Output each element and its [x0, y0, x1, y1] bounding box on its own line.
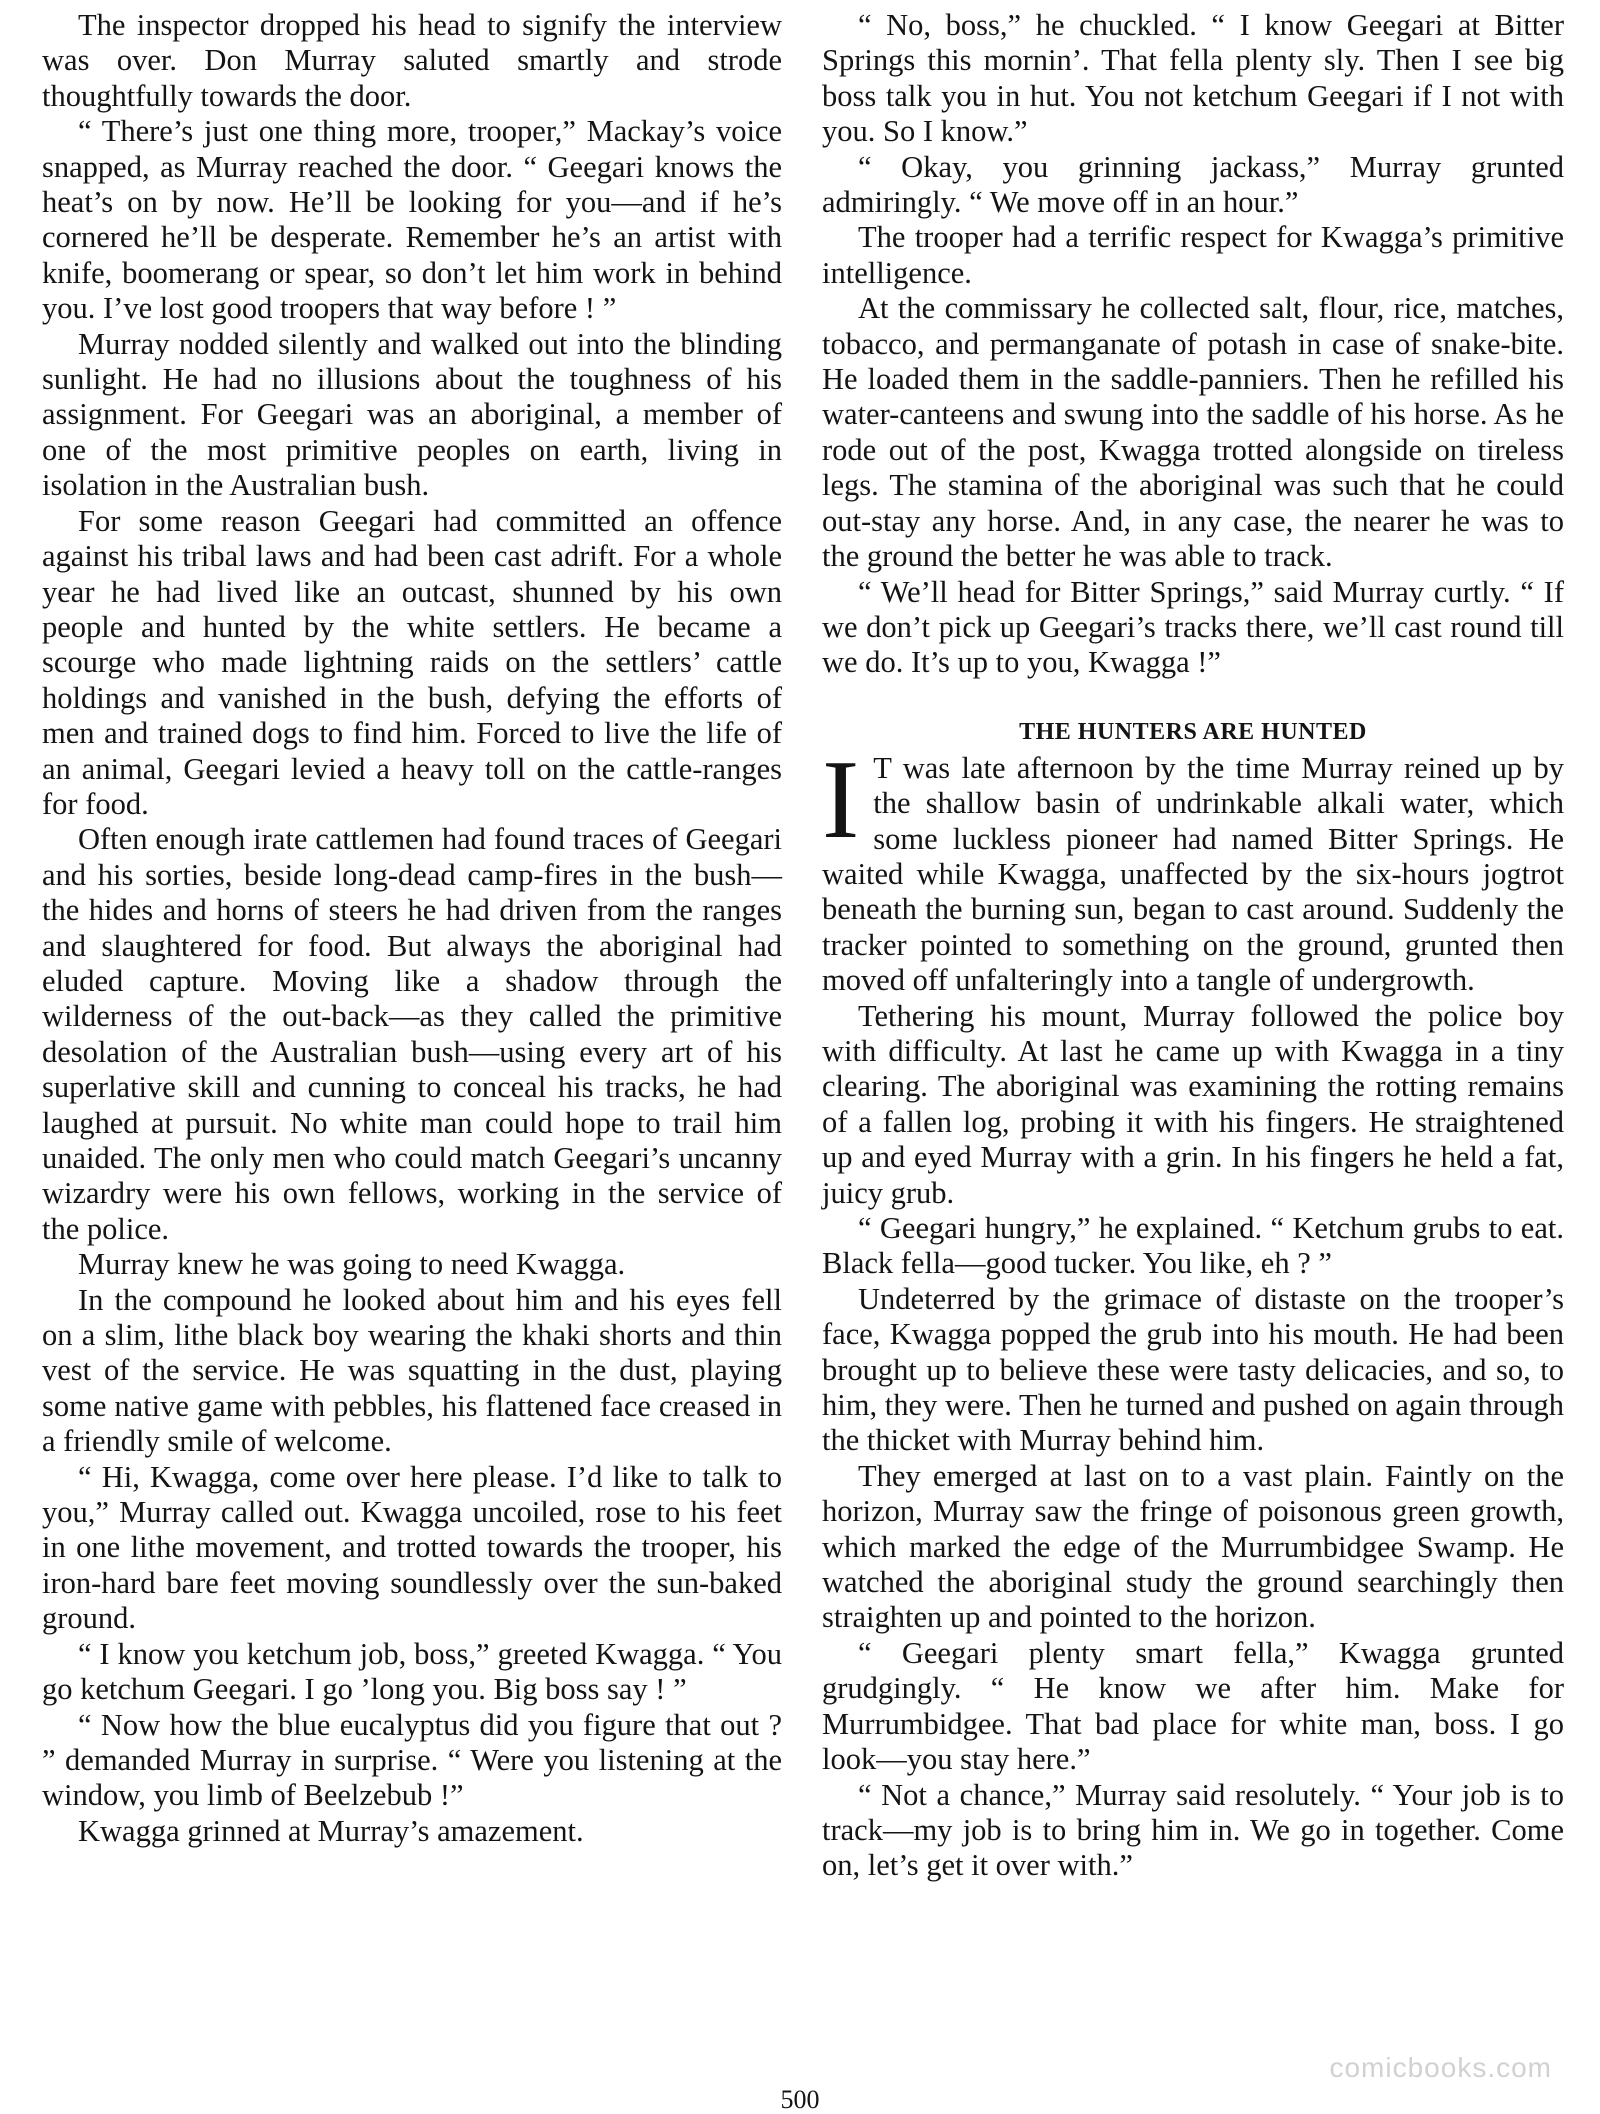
paragraph: “ Hi, Kwagga, come over here please. I’d like to talk to you,” Murray called out. Kwagga uncoiled, rose to his feet in one lithe movement, and trotted towards the trooper, his iron-hard bare feet moving soundlessly over the sun-baked ground.	[42, 1459, 782, 1636]
paragraph: Undeterred by the grimace of distaste on the trooper’s face, Kwagga popped the grub into his mouth. He had been brought up to believe these were tasty delicacies, and so, to him, they were. Then he turned and pushed on again through the thicket with Murray behind him.	[822, 1281, 1564, 1458]
paragraph: The inspector dropped his head to signify the interview was over. Don Murray saluted smartly and strode thoughtfully towards the door.	[42, 8, 782, 113]
paragraph: They emerged at last on to a vast plain. Faintly on the horizon, Murray saw the fringe of poisonous green growth, which marked the edge of the Murrumbidgee Swamp. He watched the aboriginal study the ground searchingly then straighten up and pointed to the horizon.	[822, 1458, 1564, 1635]
paragraph: “ I know you ketchum job, boss,” greeted Kwagga. “ You go ketchum Geegari. I go ’long you. Big boss say ! ”	[42, 1636, 782, 1707]
paragraph: Often enough irate cattlemen had found traces of Geegari and his sorties, beside long-dead camp-fires in the bush—the hides and horns of steers he had driven from the ranges and slaughtered for food. But always the aboriginal had eluded capture. Moving like a shadow through the wilderness of the out-back—as they called the primitive desolation of the Australian bush—using every art of his superlative skill and cunning to conceal his tracks, he had laughed at pursuit. No white man could hope to trail him unaided. The only men who could match Geegari’s uncanny wizardry were his own fellows, working in the service of the police.	[42, 822, 782, 1246]
paragraph: “ Geegari hungry,” he explained. “ Ketchum grubs to eat. Black fella—good tucker. You like, eh ? ”	[822, 1211, 1564, 1281]
paragraph: “ Not a chance,” Murray said resolutely. “ Your job is to track—my job is to bring him in. We go in together. Come on, let’s get it over with.”	[822, 1777, 1564, 1883]
section-heading: THE HUNTERS ARE HUNTED	[1019, 718, 1367, 745]
paragraph: At the commissary he collected salt, flour, rice, matches, tobacco, and permanganate of potash in case of snake-bite. He loaded them in the saddle-panniers. Then he refilled his water-canteens and swung into the saddle of his horse. As he rode out of the post, Kwagga trotted alongside on tireless legs. The stamina of the aboriginal was such that he could out-stay any horse. And, in any case, the nearer he was to the ground the better he was able to track.	[822, 291, 1564, 574]
paragraph: Kwagga grinned at Murray’s amazement.	[78, 1813, 584, 1848]
paragraph: “ Now how the blue eucalyptus did you figure that out ? ” demanded Murray in surprise. “ Were you listening at the window, you limb of Beelzebub !”	[42, 1707, 782, 1813]
left-column	[42, 8, 782, 1849]
paragraph: Murray knew he was going to need Kwagga.	[78, 1247, 626, 1282]
paragraph: In the compound he looked about him and his eyes fell on a slim, lithe black boy wearing the khaki shorts and thin vest of the service. He was squatting in the dust, playing some native game with pebbles, his flattened face creased in a friendly smile of welcome.	[42, 1282, 782, 1459]
paragraph: “ No, boss,” he chuckled. “ I know Geegari at Bitter Springs this mornin’. That fella plenty sly. Then I see big boss talk you in hut. You not ketchum Geegari if I not with you. So I know.”	[822, 8, 1564, 149]
paragraph: “ There’s just one thing more, trooper,” Mackay’s voice snapped, as Murray reached the door. “ Geegari knows the heat’s on by now. He’ll be looking for you—and if he’s cornered he’ll be desperate. Remember he’s an artist with knife, boomerang or spear, so don’t let him work in behind you. I’ve lost good troopers that way before ! ”	[42, 114, 782, 326]
paragraph: For some reason Geegari had committed an offence against his tribal laws and had been cast adrift. For a whole year he had lived like an outcast, shunned by his own people and hunted by the white settlers. He became a scourge who made lightning raids on the settlers’ cattle holdings and vanished in the bush, defying the efforts of men and trained dogs to find him. Forced to live the life of an animal, Geegari levied a heavy toll on the cattle-ranges for food.	[42, 503, 782, 821]
paragraph: “ Okay, you grinning jackass,” Murray grunted admiringly. “ We move off in an hour.”	[822, 149, 1564, 220]
watermark: comicbooks.com	[1329, 2052, 1552, 2083]
paragraph: The trooper had a terrific respect for Kwagga’s primitive intelligence.	[822, 220, 1564, 290]
paragraph: Tethering his mount, Murray followed the police boy with difficulty. At last he came up with Kwagga in a tiny clearing. The aboriginal was examining the rotting remains of a fallen log, probing it with his fingers. He straightened up and eyed Murray with a grin. In his fingers he held a fat, juicy grub.	[822, 998, 1564, 1210]
drop-cap-letter: I	[822, 737, 860, 862]
page-number: 500	[780, 2085, 820, 2114]
right-column	[822, 8, 1564, 1884]
paragraph: “ We’ll head for Bitter Springs,” said Murray curtly. “ If we don’t pick up Geegari’s tracks there, we’ll cast round till we do. It’s up to you, Kwagga !”	[822, 574, 1564, 680]
paragraph: Murray nodded silently and walked out into the blinding sunlight. He had no illusions about the toughness of his assignment. For Geegari was an aboriginal, a member of one of the most primitive peoples on earth, living in isolation in the Australian bush.	[42, 326, 782, 503]
dropcap-paragraph-text: T was late afternoon by the time Murray reined up by the shallow basin of undrinkable alkali water, which some luckless pioneer had named Bitter Springs. He waited while Kwagga, unaffected by the six-hours jogtrot beneath the burning sun, began to cast around. Suddenly the tracker pointed to something on the ground, grunted then moved off unfalteringly into a tangle of undergrowth.	[822, 750, 1564, 998]
paragraph: “ Geegari plenty smart fella,” Kwagga grunted grudgingly. “ He know we after him. Make for Murrumbidgee. That bad place for white man, boss. I go look—you stay here.”	[822, 1635, 1564, 1777]
dropcap-paragraph	[822, 737, 1564, 999]
